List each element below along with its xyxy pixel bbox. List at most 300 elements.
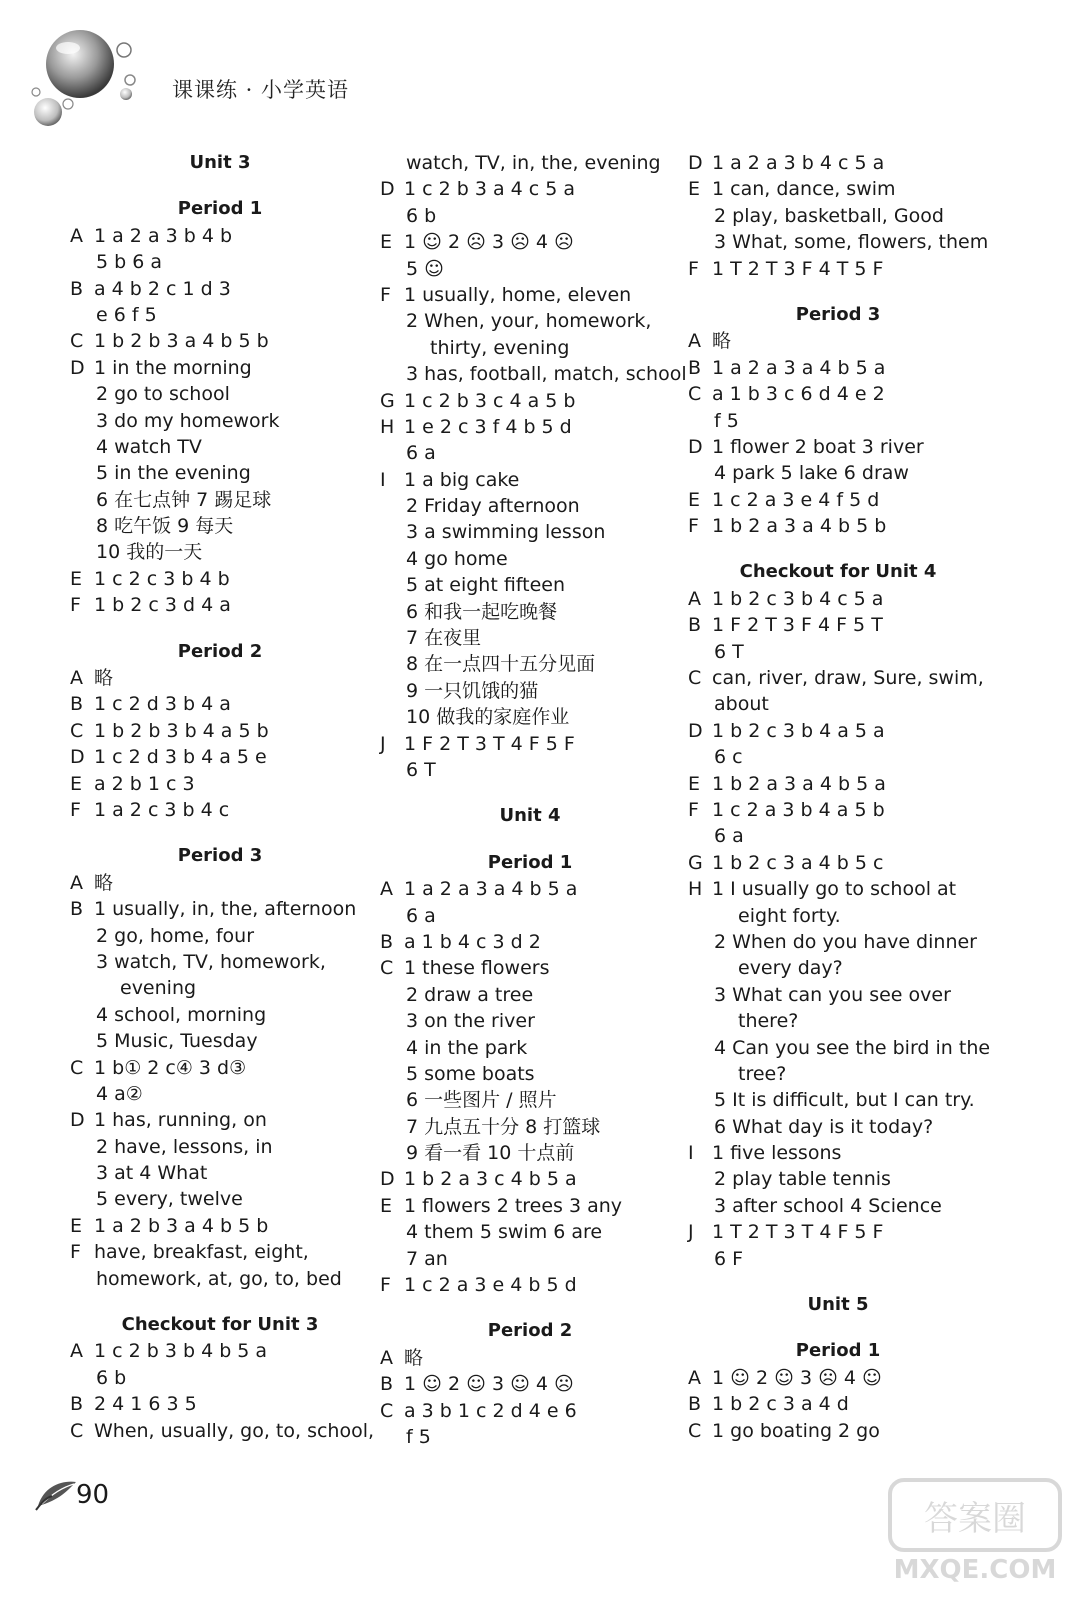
answer-continuation: [380, 256, 680, 282]
question-label: F: [380, 1274, 391, 1297]
answer-text: 6 和我一起吃晚餐: [406, 600, 558, 623]
answer-text: 1 b 2 c 3 a 4 b 5 c: [712, 851, 884, 874]
answer-text: 6 T: [714, 640, 744, 663]
answer-text: 1 a 2 a 3 b 4 b: [94, 224, 233, 247]
answer-continuation: [70, 302, 370, 328]
question-label: J: [688, 1221, 694, 1244]
answer-text: 1 b 2 b 3 a 4 b 5 b: [94, 330, 269, 353]
answer-text: 6 What day is it today?: [714, 1115, 934, 1138]
question-label: A: [380, 878, 393, 901]
heading-text: Period 1: [177, 198, 263, 220]
question-label: C: [70, 330, 84, 353]
answer-continuation: [70, 434, 370, 460]
answer-continuation: [688, 1166, 988, 1192]
svg-text:MXQE.COM: MXQE.COM: [893, 1555, 1057, 1585]
answer-text: 5 ☺: [406, 257, 444, 280]
spacer: [688, 1318, 988, 1338]
answer-item: [70, 276, 370, 302]
section-heading: [688, 1292, 988, 1318]
question-label: D: [380, 1168, 395, 1191]
question-label: D: [70, 1109, 85, 1132]
answer-continuation: [688, 408, 988, 434]
question-label: E: [380, 231, 393, 254]
answer-text: 4 go home: [406, 547, 508, 570]
answer-continuation: [380, 599, 680, 625]
answer-text: 1 I usually go to school at: [712, 878, 957, 901]
answer-continuation: [380, 1087, 680, 1113]
answer-continuation: [688, 203, 988, 229]
answer-continuation: [70, 460, 370, 486]
answer-continuation: [380, 308, 680, 334]
answer-text: 9 看一看 10 十点前: [406, 1142, 575, 1165]
answer-text: 5 every, twelve: [96, 1188, 243, 1211]
answer-text: 6 一些图片 / 照片: [406, 1089, 557, 1112]
answer-text: 5 b 6 a: [96, 251, 162, 274]
answer-text: 1 c 2 b 3 a 4 c 5 a: [404, 178, 576, 201]
question-label: C: [688, 667, 702, 690]
question-label: B: [380, 1373, 394, 1396]
answer-text: 3 at 4 What: [96, 1162, 208, 1185]
heading-text: Period 2: [487, 1320, 573, 1342]
answer-text: 3 What can you see over: [714, 983, 951, 1006]
spacer: [688, 1272, 988, 1292]
section-heading: [688, 559, 988, 585]
answer-item: [380, 955, 680, 981]
answer-continuation: [70, 408, 370, 434]
answer-item: [688, 797, 988, 823]
question-label: D: [70, 746, 85, 769]
question-label: B: [70, 277, 84, 300]
answer-continuation: [688, 929, 988, 955]
answer-item: [380, 876, 680, 902]
answer-continuation: [70, 1365, 370, 1391]
answer-item: [70, 566, 370, 592]
answer-text: there?: [738, 1010, 799, 1033]
answer-text: 6 b: [96, 1366, 127, 1389]
answer-item: [380, 1166, 680, 1192]
answer-continuation: [688, 1035, 991, 1061]
answer-item: [70, 896, 370, 922]
answer-item: [688, 328, 988, 354]
answer-item: [688, 665, 988, 691]
spacer: [380, 783, 680, 803]
spacer: [70, 1292, 370, 1312]
answer-text: 1 b① 2 c④ 3 d③: [94, 1056, 247, 1079]
answer-text: homework, at, go, to, bed: [96, 1267, 342, 1290]
question-label: F: [688, 515, 699, 538]
answer-continuation: [380, 493, 680, 519]
answer-text: 4 school, morning: [96, 1003, 267, 1026]
answer-item: [688, 381, 988, 407]
answer-text: 1 e 2 c 3 f 4 b 5 d: [404, 415, 572, 438]
answer-text: 1 a 2 a 3 a 4 b 5 a: [712, 356, 886, 379]
answer-text: 1 can, dance, swim: [712, 178, 896, 201]
answer-text: 3 on the river: [406, 1010, 535, 1033]
heading-text: Checkout for Unit 3: [121, 1314, 319, 1336]
question-label: A: [688, 1366, 701, 1389]
answer-item: [70, 1239, 370, 1265]
question-label: C: [688, 1419, 702, 1442]
answer-text: 7 an: [406, 1247, 448, 1270]
answer-text: 4 them 5 swim 6 are: [406, 1221, 603, 1244]
answer-continuation: [688, 823, 988, 849]
spacer: [688, 282, 988, 302]
question-label: A: [70, 667, 83, 690]
answer-text: 4 watch TV: [96, 435, 202, 458]
question-label: A: [380, 1346, 393, 1369]
answer-text: 5 in the evening: [96, 462, 251, 485]
answer-text: 1 b 2 a 3 c 4 b 5 a: [404, 1168, 577, 1191]
answer-item: [70, 355, 370, 381]
answer-continuation: [688, 744, 988, 770]
answer-text: 1 flower 2 boat 3 river: [712, 435, 924, 458]
answer-text: 4 park 5 lake 6 draw: [714, 462, 909, 485]
answer-text: 3 What, some, flowers, them: [714, 231, 989, 254]
answer-text: 2 have, lessons, in: [96, 1135, 273, 1158]
answer-item: [380, 229, 680, 255]
question-label: E: [688, 772, 701, 795]
answer-continuation: [688, 955, 988, 981]
answer-text: 1 b 2 c 3 b 4 a 5 a: [712, 719, 885, 742]
answer-item: [70, 223, 370, 249]
answer-continuation: [688, 1061, 988, 1087]
answer-column-2: [380, 150, 687, 1450]
answer-text: watch, TV, in, the, evening: [406, 152, 661, 174]
answer-text: 1 F 2 T 3 F 4 F 5 T: [712, 614, 883, 637]
answer-item: [380, 176, 680, 202]
answer-continuation: [688, 1114, 988, 1140]
answer-text: 1 flowers 2 trees 3 any: [404, 1194, 623, 1217]
answer-text: 4 Can you see the bird in the: [714, 1036, 991, 1059]
answer-continuation: [688, 1008, 988, 1034]
answer-continuation: [70, 1266, 370, 1292]
answer-text: 1 usually, in, the, afternoon: [94, 898, 357, 921]
section-heading: [70, 150, 370, 176]
question-label: D: [70, 356, 85, 379]
answer-text: eight forty.: [738, 904, 841, 927]
answer-text: 6 a: [406, 442, 436, 465]
answer-text: 2 play, basketball, Good: [714, 204, 944, 227]
answer-text: 1 five lessons: [712, 1142, 842, 1165]
section-heading: [70, 196, 370, 222]
answer-item: [380, 1398, 680, 1424]
answer-text: 8 在一点四十五分见面: [406, 653, 596, 676]
answer-text: thirty, evening: [430, 336, 570, 359]
answer-text: about: [714, 693, 769, 716]
answer-item: [70, 718, 370, 744]
answer-item: [380, 467, 680, 493]
answer-item: [380, 1272, 680, 1298]
heading-text: Unit 4: [499, 805, 561, 827]
answer-item: [688, 513, 988, 539]
question-label: C: [70, 1419, 84, 1442]
answer-item: [70, 1107, 370, 1133]
answer-continuation: [688, 1087, 988, 1113]
question-label: B: [688, 356, 702, 379]
answer-text: 2 draw a tree: [406, 983, 534, 1006]
answer-text: 1 ☺ 2 ☺ 3 ☹ 4 ☺: [712, 1366, 882, 1389]
answer-continuation: [70, 1160, 370, 1186]
answer-text: 2 Friday afternoon: [406, 495, 580, 518]
answer-item: [70, 665, 370, 691]
answer-text: a 2 b 1 c 3: [94, 772, 195, 795]
spacer: [380, 830, 680, 850]
spacer: [70, 619, 370, 639]
answer-text: 1 ☺ 2 ☹ 3 ☹ 4 ☹: [404, 231, 574, 254]
answer-text: 1 b 2 b 3 b 4 a 5 b: [94, 719, 269, 742]
answer-continuation: [380, 519, 680, 545]
question-label: B: [688, 614, 702, 637]
answer-text: e 6 f 5: [96, 303, 157, 326]
answer-text: 1 b 2 c 3 a 4 d: [712, 1393, 849, 1416]
section-heading: [70, 1312, 370, 1338]
answer-text: 略: [94, 871, 114, 894]
answer-continuation: [380, 572, 680, 598]
answer-text: 2 go to school: [96, 383, 230, 406]
answer-text: 2 4 1 6 3 5: [94, 1393, 197, 1416]
answer-item: [688, 150, 988, 176]
answer-text: 2 When do you have dinner: [714, 930, 977, 953]
answer-text: 1 c 2 a 3 e 4 b 5 d: [404, 1274, 577, 1297]
question-label: F: [688, 798, 699, 821]
question-label: C: [70, 1056, 84, 1079]
answer-item: [688, 434, 988, 460]
answer-continuation: [688, 639, 988, 665]
answer-continuation: [688, 1246, 988, 1272]
answer-continuation: [70, 249, 370, 275]
answer-item: [688, 487, 988, 513]
answer-item: [688, 612, 988, 638]
answer-item: [688, 850, 988, 876]
question-label: I: [688, 1142, 694, 1165]
heading-text: Period 3: [795, 303, 881, 325]
answer-text: 4 in the park: [406, 1036, 528, 1059]
answer-continuation: [70, 1028, 370, 1054]
answer-text: a 1 b 4 c 3 d 2: [404, 930, 541, 953]
answer-text: 1 a 2 b 3 a 4 b 5 b: [94, 1214, 269, 1237]
answer-text: 6 a: [714, 825, 744, 848]
answer-text: 8 吃午饭 9 每天: [96, 515, 234, 538]
answer-continuation: [380, 1008, 680, 1034]
bubbles-decoration-icon: [28, 28, 148, 138]
heading-text: Unit 5: [807, 1294, 869, 1316]
answer-text: 3 do my homework: [96, 409, 280, 432]
question-label: B: [70, 693, 84, 716]
answer-text: 10 做我的家庭作业: [406, 706, 570, 729]
answer-text: 1 in the morning: [94, 356, 252, 379]
answer-text: 1 b 2 c 3 d 4 a: [94, 594, 231, 617]
question-label: E: [70, 567, 83, 590]
answer-text: 2 When, your, homework,: [406, 310, 652, 333]
answer-text: 1 c 2 a 3 b 4 a 5 b: [712, 798, 885, 821]
answer-column-3: [688, 150, 991, 1444]
answer-continuation: [380, 757, 680, 783]
question-label: G: [688, 851, 703, 874]
answer-continuation: [70, 513, 370, 539]
answer-item: [70, 771, 370, 797]
answer-continuation: [380, 203, 680, 229]
answer-item: [380, 414, 680, 440]
answer-text: 3 after school 4 Science: [714, 1194, 942, 1217]
answer-continuation: [380, 150, 680, 176]
answer-item: [70, 1418, 375, 1444]
answer-continuation: [70, 1134, 370, 1160]
answer-text: 1 these flowers: [404, 957, 550, 980]
heading-text: Checkout for Unit 4: [739, 561, 937, 583]
heading-text: Period 1: [487, 851, 573, 873]
answer-text: 1 a big cake: [404, 468, 520, 491]
answer-continuation: [380, 361, 687, 387]
answer-text: 5 Music, Tuesday: [96, 1030, 258, 1053]
page-title: 课课练 · 小学英语: [172, 78, 350, 102]
question-label: C: [380, 957, 394, 980]
answer-text: 略: [404, 1346, 424, 1369]
answer-item: [70, 1391, 370, 1417]
answer-item: [70, 592, 370, 618]
question-label: B: [70, 1393, 84, 1416]
answer-text: 1 F 2 T 3 T 4 F 5 F: [404, 732, 575, 755]
answer-text: 1 usually, home, eleven: [404, 283, 632, 306]
answer-text: 6 在七点钟 7 踢足球: [96, 488, 272, 511]
answer-continuation: [70, 923, 370, 949]
heading-text: Period 1: [795, 1340, 881, 1362]
answer-continuation: [688, 229, 988, 255]
answer-continuation: [380, 1246, 680, 1272]
question-label: I: [380, 468, 386, 491]
question-label: D: [688, 719, 703, 742]
question-label: D: [688, 152, 703, 174]
question-label: E: [688, 178, 701, 201]
question-label: C: [688, 383, 702, 406]
question-label: A: [70, 224, 83, 247]
answer-item: [70, 1338, 370, 1364]
answer-text: 1 c 2 d 3 b 4 a: [94, 693, 231, 716]
answer-text: 3 has, football, match, school: [406, 363, 687, 386]
answer-continuation: [380, 1140, 680, 1166]
question-label: D: [380, 178, 395, 201]
question-label: D: [688, 435, 703, 458]
answer-item: [688, 256, 988, 282]
answer-item: [688, 176, 988, 202]
answer-item: [688, 1219, 988, 1245]
question-label: C: [70, 719, 84, 742]
answer-text: 1 c 2 b 3 b 4 b 5 a: [94, 1340, 268, 1363]
answer-item: [380, 282, 680, 308]
answer-continuation: [70, 1002, 370, 1028]
answer-text: 2 play table tennis: [714, 1168, 891, 1191]
question-label: A: [70, 1340, 83, 1363]
answer-continuation: [380, 651, 680, 677]
answer-text: 5 at eight fifteen: [406, 574, 566, 597]
question-label: J: [380, 732, 386, 755]
answer-text: 1 has, running, on: [94, 1109, 267, 1132]
answer-text: 7 在夜里: [406, 627, 482, 650]
answer-text: a 1 b 3 c 6 d 4 e 2: [712, 383, 885, 406]
answer-continuation: [380, 1035, 680, 1061]
answer-text: 6 a: [406, 904, 436, 927]
answer-text: 1 T 2 T 3 T 4 F 5 F: [712, 1221, 884, 1244]
answer-continuation: [70, 487, 370, 513]
answer-continuation: [380, 625, 680, 651]
answer-item: [70, 691, 370, 717]
section-heading: [688, 302, 988, 328]
question-label: H: [688, 878, 703, 901]
question-label: F: [380, 283, 391, 306]
section-heading: [688, 1338, 988, 1364]
answer-text: 6 T: [406, 758, 436, 781]
spacer: [380, 1298, 680, 1318]
heading-text: Unit 3: [189, 152, 251, 173]
answer-continuation: [380, 704, 680, 730]
answer-text: 2 go, home, four: [96, 924, 255, 947]
answer-text: evening: [120, 977, 197, 1000]
answer-item: [380, 1193, 680, 1219]
answer-text: f 5: [714, 409, 739, 432]
answer-text: 1 c 2 a 3 e 4 f 5 d: [712, 488, 880, 511]
answer-continuation: [70, 1081, 370, 1107]
spacer: [70, 176, 370, 196]
answer-text: 6 F: [714, 1247, 744, 1270]
answer-item: [688, 355, 988, 381]
answer-text: 1 go boating 2 go: [712, 1419, 880, 1442]
answer-text: 1 a 2 a 3 a 4 b 5 a: [404, 878, 578, 901]
question-label: A: [688, 330, 701, 353]
question-label: H: [380, 415, 395, 438]
answer-continuation: [688, 460, 988, 486]
answer-continuation: [688, 691, 988, 717]
answer-continuation: [380, 335, 680, 361]
answer-continuation: [70, 381, 370, 407]
answer-item: [70, 1055, 370, 1081]
answer-item: [70, 744, 370, 770]
question-label: E: [70, 772, 83, 795]
question-label: B: [688, 1393, 702, 1416]
answer-text: 10 我的一天: [96, 541, 203, 564]
answer-text: have, breakfast, eight,: [94, 1241, 309, 1264]
answer-continuation: [70, 949, 370, 975]
section-heading: [380, 850, 680, 876]
answer-text: 1 a 2 c 3 b 4 c: [94, 798, 230, 821]
page-header: [0, 0, 1092, 140]
answer-text: every day?: [738, 957, 843, 980]
question-label: F: [70, 594, 81, 617]
answer-text: When, usually, go, to, school,: [94, 1419, 375, 1442]
answer-text: 9 一只饥饿的猫: [406, 679, 539, 702]
answer-text: 略: [94, 667, 114, 690]
answer-text: 1 a 2 a 3 b 4 c 5 a: [712, 152, 885, 174]
spacer: [70, 823, 370, 843]
answer-text: 5 some boats: [406, 1062, 535, 1085]
answer-column-1: [70, 150, 375, 1444]
answer-text: f 5: [406, 1425, 431, 1448]
answer-text: 1 c 2 b 3 c 4 a 5 b: [404, 389, 576, 412]
answer-continuation: [70, 975, 370, 1001]
watermark-logo-icon: [880, 1470, 1080, 1590]
answer-item: [688, 1418, 988, 1444]
answer-continuation: [688, 903, 988, 929]
heading-text: Period 3: [177, 845, 263, 867]
answer-item: [70, 870, 370, 896]
answer-text: 略: [712, 330, 732, 353]
answer-item: [688, 586, 988, 612]
answer-text: 1 b 2 c 3 b 4 c 5 a: [712, 587, 884, 610]
question-label: F: [70, 1241, 81, 1264]
answer-item: [380, 929, 680, 955]
answer-text: 3 watch, TV, homework,: [96, 950, 326, 973]
answer-continuation: [380, 440, 680, 466]
answer-text: 7 九点五十分 8 打篮球: [406, 1115, 601, 1138]
spacer: [688, 539, 988, 559]
